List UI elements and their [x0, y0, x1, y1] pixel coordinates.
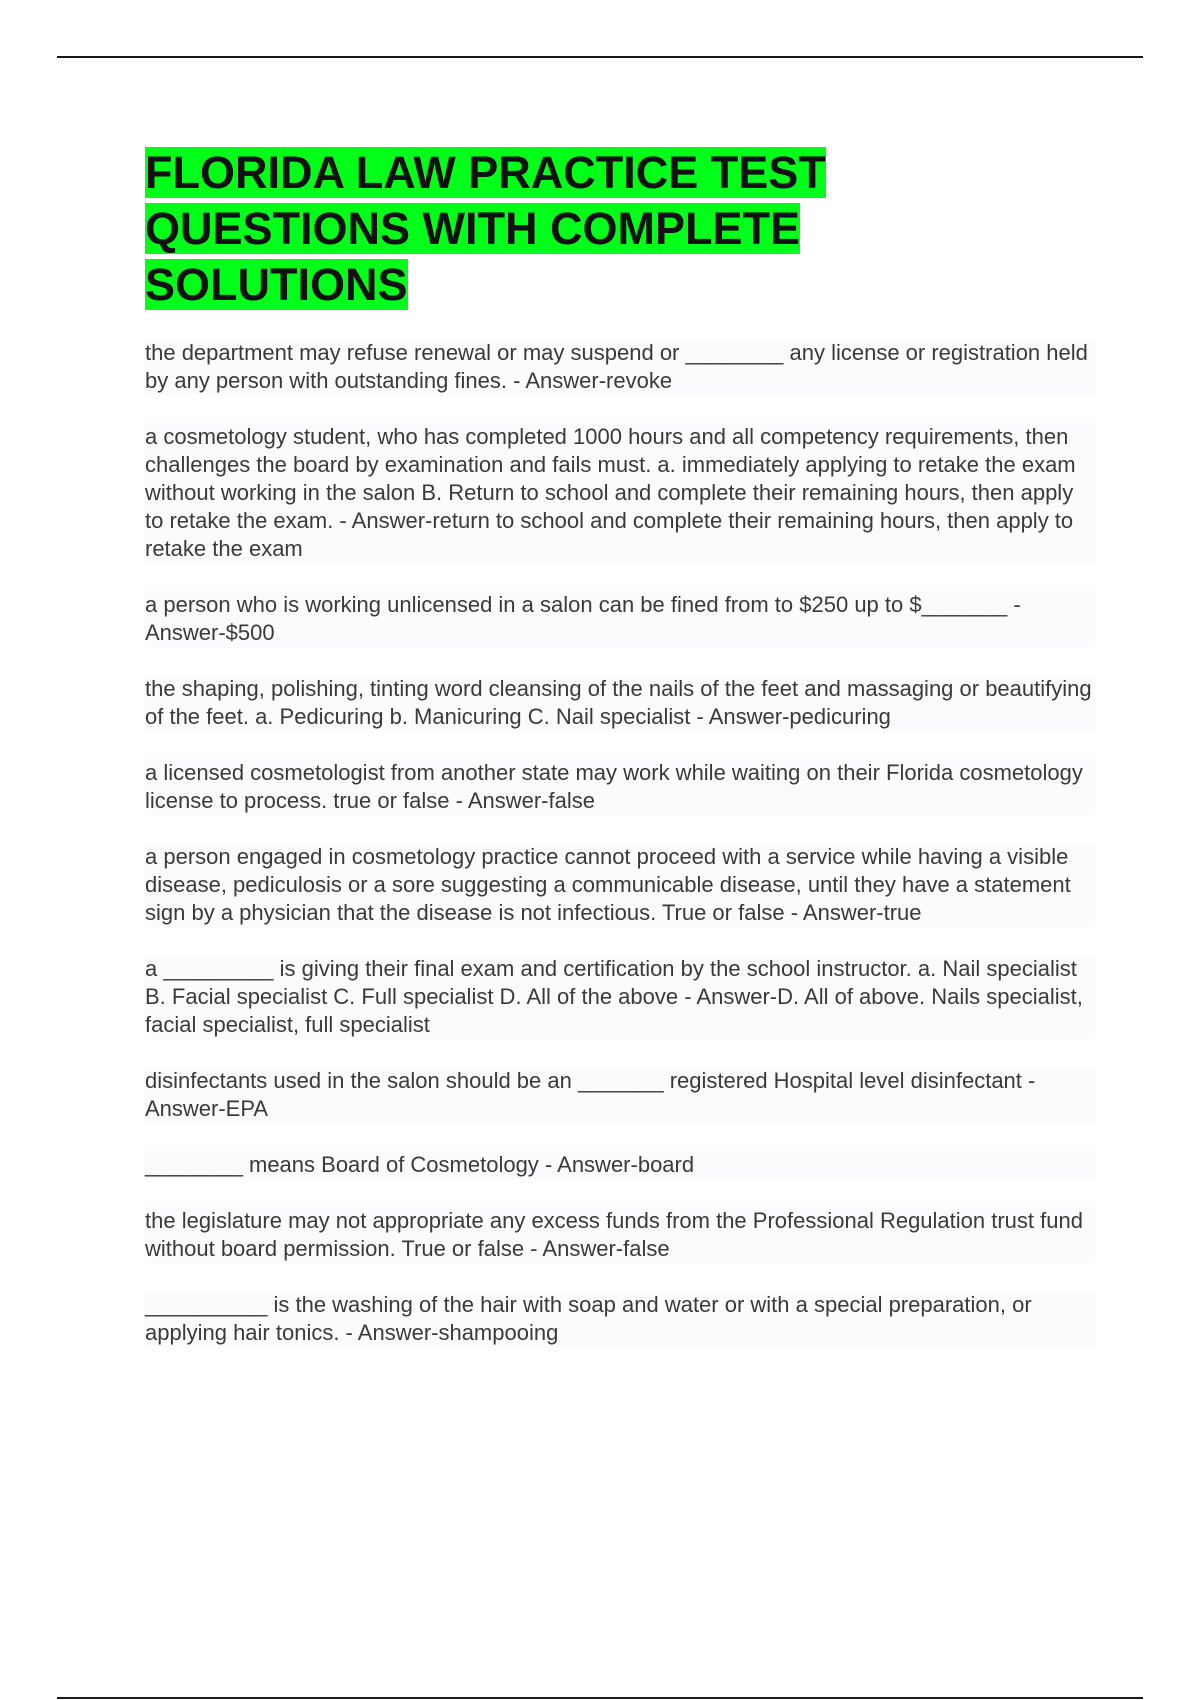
qa-item: the legislature may not appropriate any excess funds from the Professional Regulation trust fund without board permission. True or false - Answer-false [145, 1207, 1095, 1263]
qa-item: the shaping, polishing, tinting word cleansing of the nails of the feet and massaging or beautifying of the feet. a. Pedicuring b. Manicuring C. Nail specialist - Answer-pedicuring [145, 675, 1095, 731]
title-block [145, 145, 905, 313]
document-title: FLORIDA LAW PRACTICE TEST QUESTIONS WITH COMPLETE SOLUTIONS [145, 147, 826, 310]
qa-item: a person who is working unlicensed in a salon can be fined from to $250 up to $_______ - Answer-$500 [145, 591, 1095, 647]
qa-list [145, 339, 1095, 1347]
qa-item: disinfectants used in the salon should be an _______ registered Hospital level disinfectant - Answer-EPA [145, 1067, 1095, 1123]
qa-item: a _________ is giving their final exam and certification by the school instructor. a. Nail specialist B. Facial specialist C. Full specialist D. All of the above - Answer-D. All of above. Nails specialist, facial specialist, full specialist [145, 955, 1095, 1039]
top-rule [57, 56, 1143, 58]
qa-item: a licensed cosmetologist from another state may work while waiting on their Florida cosmetology license to process. true or false - Answer-false [145, 759, 1095, 815]
qa-item: a cosmetology student, who has completed 1000 hours and all competency requirements, then challenges the board by examination and fails must. a. immediately applying to retake the exam without working in the salon B. Return to school and complete their remaining hours, then apply to retake the exam. - Answer-return to school and complete their remaining hours, then apply to retake the exam [145, 423, 1095, 563]
qa-item: a person engaged in cosmetology practice cannot proceed with a service while having a visible disease, pediculosis or a sore suggesting a communicable disease, until they have a statement sign by a physician that the disease is not infectious. True or false - Answer-true [145, 843, 1095, 927]
qa-item: ________ means Board of Cosmetology - Answer-board [145, 1151, 1095, 1179]
qa-item: __________ is the washing of the hair with soap and water or with a special preparation, or applying hair tonics. - Answer-shampooing [145, 1291, 1095, 1347]
bottom-rule [57, 1697, 1143, 1699]
qa-item: the department may refuse renewal or may suspend or ________ any license or registration held by any person with outstanding fines. - Answer-revoke [145, 339, 1095, 395]
document-body [145, 145, 1095, 1375]
